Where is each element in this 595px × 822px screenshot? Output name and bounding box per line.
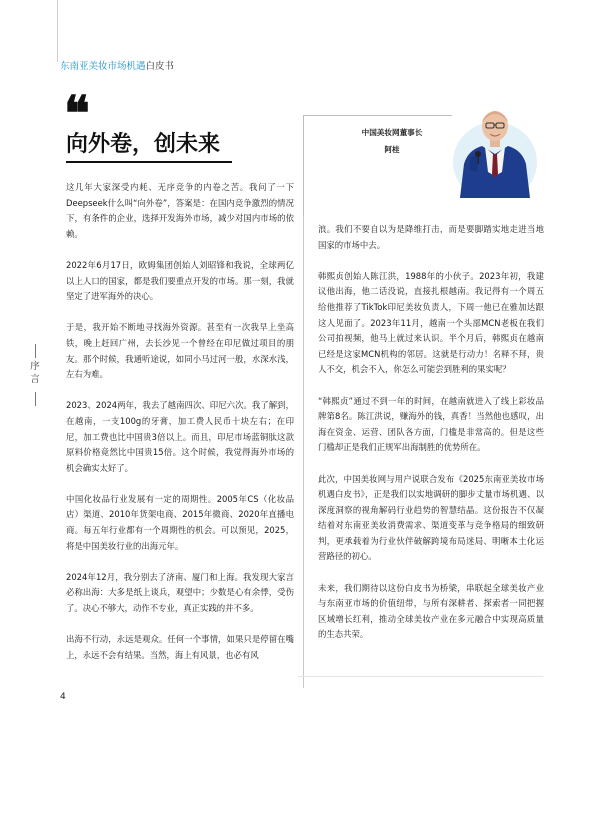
paragraph: 这几年大家深受内耗、无序竞争的内卷之苦。我问了一下Deepseek什么叫“向外卷”，答案是：在国内竞争激烈的情况下，有条件的企业，选择开发海外市场，减少对国内市场的依赖。	[66, 182, 294, 239]
paragraph: 于是，我开始不断地寻找海外资源。甚至有一次我早上坐高铁，晚上赶回广州，去长沙见一个曾经在印尼做过项目的朋友。那个时候，我通听途说，如同小马过河一般，水深水浅，左右为难。	[66, 322, 294, 380]
quote-mark-icon: ❝	[64, 86, 86, 142]
header-title	[60, 58, 174, 72]
column-divider	[303, 190, 304, 688]
paragraph: 2024年12月，我分别去了济南、厦门和上海。我发现大家言必称出海：大多是纸上谈兵，观望中；少数是心有余悸，受伤了。决心不够大，动作不专业，真正实践的并不多。	[66, 571, 294, 614]
paragraph: 浪。我们不要自以为是降维打击，而是要脚踏实地走进当地国家的市场中去。	[318, 224, 544, 250]
paragraph: 2023、2024两年，我去了越南四次、印尼六次。我了解到，在越南，一支100g的牙膏，加工费人民币十块左右；在印尼，加工费也比中国贵3倍以上。而且，印尼市场蓝铜肽这款原料价格竟然比中国贵15倍。这个时候，我觉得海外市场的机会确实太好了。	[66, 400, 294, 473]
paragraph: 2022年6月17日，欧姆集团创始人刘昭锋和我说，全球两亿以上人口的国家，都是我们要重点开发的市场。那一刻，我就坚定了进军海外的决心。	[66, 259, 294, 302]
section-tab: 序言	[30, 361, 40, 385]
top-vertical-rule	[57, 0, 58, 62]
article-title: 向外卷，创未来	[66, 132, 221, 157]
paragraph: 出海不行动，永远是观众。任何一个事情，如果只是停留在嘴上，永远不会有结果。当然，海上有风景，也必有风	[66, 634, 294, 660]
side-tab-rule-bottom	[35, 392, 36, 406]
author-role: 中国美妆网董事长	[361, 128, 423, 137]
paragraph: 未来，我们期待以这份白皮书为桥梁，串联起全球美妆产业与东南亚市场的价值纽带，与所有深耕者、探索者一同把握区域增长红利，推动全球美妆产业在多元融合中实现高质量的生态共荣。	[318, 582, 544, 640]
left-column	[66, 180, 294, 679]
right-column	[318, 222, 544, 659]
page-number: 4	[60, 692, 66, 702]
paragraph: 此次，中国美妆网与用户说联合发布《2025东南亚美妆市场机遇白皮书》，正是我们以实地调研的脚步丈量市场机遇、以深度洞察的视角解码行业趋势的智慧结晶。这份报告不仅凝结着对东南亚美妆消费需求、渠道变革与竞争格局的细致研判，更承载着为行业伙伴破解跨境布局迷局、明晰本土化运营路径的初心。	[318, 473, 544, 562]
paragraph: “韩熙贞”通过不到一年的时间，在越南就进入了线上彩妆品牌第8名。陈江洪说，赚海外的钱，真香！当然他也感叹，出海在资金、运营、团队各方面，门槛是非常高的。但是这些门槛却正是我们正规军出海制胜的优势所在。	[318, 395, 544, 453]
author-portrait-icon	[452, 92, 538, 198]
paragraph: 中国化妆品行业发展有一定的周期性。2005年CS（化妆品店）渠道、2010年货架电商、2015年微商、2020年直播电商。每五年行业都有一个周期性的机会。可以预见，2025，将是中国美妆行业的出海元年。	[66, 493, 294, 551]
title-underline	[66, 161, 232, 163]
header-title-rest: 白皮书	[145, 61, 175, 72]
side-tab-rule-top	[35, 344, 36, 358]
paragraph: 韩熙贞创始人陈江洪，1988年的小伙子。2023年初，我建议他出海，他二话没说，直接扎根越南。我记得有一个周五给他推荐了TikTok印尼美妆负责人，下周一他已在雅加达跟这人见面了。2023年11月，越南一个头部MCN老板在我们公司拍视频，他马上就过来认识。半个月后，韩熙贞在越南已经是这家MCN机构的邻居。这就是行动力！名释不拜，贵人不交，机会不入，你怎么可能尝到胜利的果实呢？	[318, 270, 544, 375]
author-name: 阿桂	[384, 145, 400, 154]
bottom-rule	[298, 676, 543, 677]
header-title-accent: 东南亚美妆市场机遇	[60, 61, 146, 72]
